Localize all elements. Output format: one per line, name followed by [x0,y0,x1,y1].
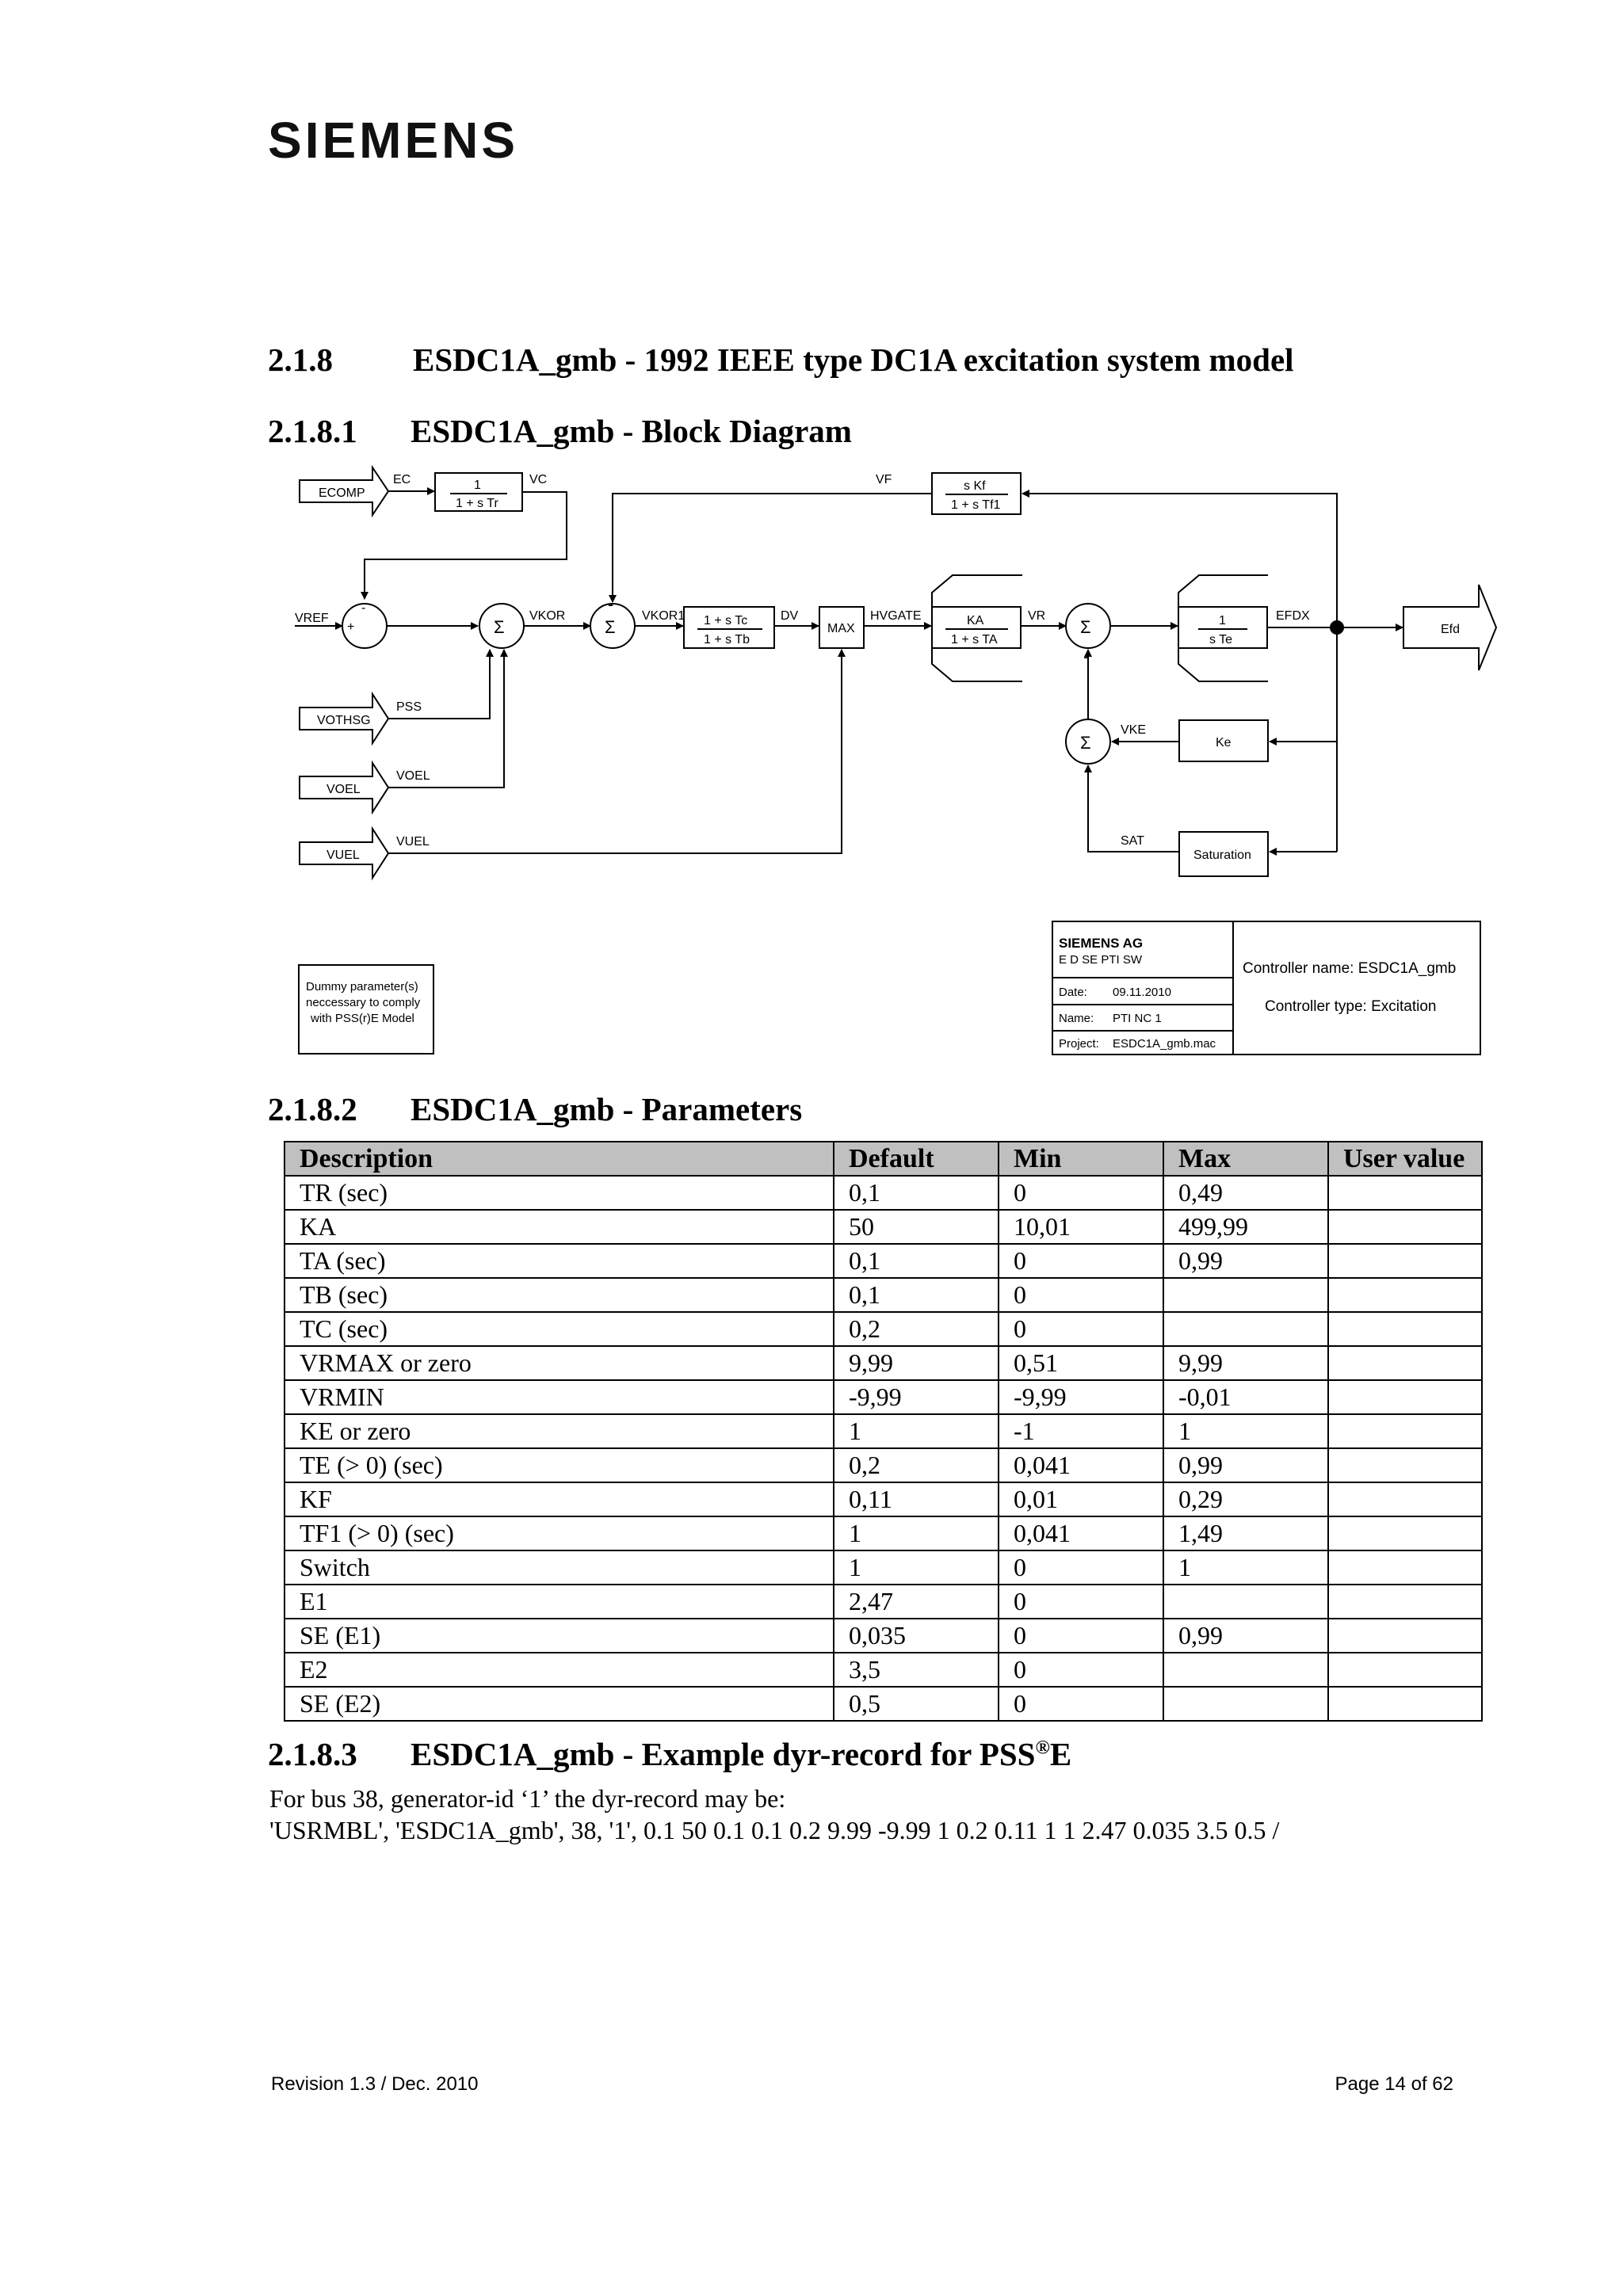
table-cell [1328,1346,1482,1380]
table-row [285,1244,1482,1278]
svg-text:1: 1 [474,479,481,492]
ec-signal-label: EC [393,473,411,486]
table-cell: 0,11 [834,1482,999,1516]
table-cell: 0,01 [999,1482,1163,1516]
svg-text:-: - [1083,646,1090,666]
table-cell: 2,47 [834,1585,999,1619]
svg-text:Efd: Efd [1441,623,1461,636]
table-cell [1163,1585,1328,1619]
table-cell: 0,5 [834,1687,999,1721]
table-cell: 1,49 [1163,1516,1328,1550]
table-cell: 0,2 [834,1448,999,1482]
revision-footer: Revision 1.3 / Dec. 2010 [271,2073,479,2095]
table-cell: 9,99 [834,1346,999,1380]
vke-signal-label: VKE [1121,723,1147,737]
table-cell: -9,99 [999,1380,1163,1414]
table-cell: 0,29 [1163,1482,1328,1516]
vkor1-signal-label: VKOR1 [642,609,685,623]
section-heading-2-1-8-3: 2.1.8.3 ESDC1A_gmb - Example dyr-record for PSS®E [268,1736,1072,1772]
table-row [285,1516,1482,1550]
svg-text:1 + s Tb: 1 + s Tb [704,633,750,646]
dv-signal-label: DV [781,609,799,623]
table-cell: 3,5 [834,1653,999,1687]
table-cell [1163,1312,1328,1346]
table-cell: -1 [999,1414,1163,1448]
table-cell: 0 [999,1278,1163,1312]
svg-text:Date:: Date: [1059,986,1087,999]
table-cell: 0 [999,1176,1163,1210]
svg-text:Σ: Σ [1080,733,1091,753]
vuel-signal-label: VUEL [396,835,430,849]
svg-text:1 + s Tr: 1 + s Tr [456,497,498,510]
table-cell: E1 [285,1585,834,1619]
table-row [285,1619,1482,1653]
table-cell: KE or zero [285,1414,834,1448]
vuel-label: VUEL [327,849,360,862]
table-cell: 0,51 [999,1346,1163,1380]
table-cell: VRMIN [285,1380,834,1414]
vref-label: VREF [295,612,329,625]
table-row [285,1176,1482,1210]
table-cell [1328,1244,1482,1278]
table-cell: 9,99 [1163,1346,1328,1380]
table-cell: 0,1 [834,1176,999,1210]
vr-signal-label: VR [1028,609,1046,623]
sat-signal-label: SAT [1121,834,1144,848]
table-cell: 0,49 [1163,1176,1328,1210]
table-cell: 1 [834,1516,999,1550]
table-cell: 0 [999,1619,1163,1653]
table-row [285,1653,1482,1687]
table-cell: KA [285,1210,834,1244]
svg-text:s Te: s Te [1209,633,1233,646]
table-cell: Switch [285,1550,834,1585]
svg-text:Controller type: Excitation: Controller type: Excitation [1265,998,1437,1015]
voel-label: VOEL [327,783,361,796]
table-cell: TR (sec) [285,1176,834,1210]
table-cell: 0 [999,1687,1163,1721]
svg-text:-: - [608,594,614,614]
table-cell [1328,1380,1482,1414]
table-cell: 0,99 [1163,1448,1328,1482]
table-cell: E2 [285,1653,834,1687]
table-row [285,1482,1482,1516]
svg-text:Project:: Project: [1059,1037,1099,1051]
table-cell: VRMAX or zero [285,1346,834,1380]
header-min: Min [999,1142,1163,1176]
vf-signal-label: VF [876,473,892,486]
svg-text:Saturation: Saturation [1193,849,1251,862]
table-cell [1328,1176,1482,1210]
svg-text:Dummy parameter(s): Dummy parameter(s) [306,980,418,994]
header-description: Description [285,1142,834,1176]
header-max: Max [1163,1142,1328,1176]
vothsg-label: VOTHSG [317,714,371,727]
svg-text:1 + s TA: 1 + s TA [951,633,998,646]
table-cell [1328,1687,1482,1721]
block-diagram [0,0,1623,1077]
svg-text:KA: KA [967,614,984,627]
table-row [285,1414,1482,1448]
table-cell [1328,1448,1482,1482]
table-cell [1163,1687,1328,1721]
table-cell [1163,1653,1328,1687]
table-row [285,1687,1482,1721]
page-number-footer: Page 14 of 62 [1335,2073,1453,2095]
svg-text:+: + [347,620,355,634]
example-dyr-record: 'USRMBL', 'ESDC1A_gmb', 38, '1', 0.1 50 0.1 0.1 0.2 9.99 -9.99 1 0.2 0.11 1 1 2.47 0.035 3.5 0.5 / [269,1816,1280,1844]
table-cell [1328,1482,1482,1516]
pss-signal-label: PSS [396,700,422,714]
table-cell: -0,01 [1163,1380,1328,1414]
table-row [285,1346,1482,1380]
table-cell: 1 [1163,1550,1328,1585]
svg-text:PTI NC 1: PTI NC 1 [1113,1012,1162,1025]
table-cell: 0 [999,1653,1163,1687]
table-cell [1328,1278,1482,1312]
svg-text:with PSS(r)E Model: with PSS(r)E Model [311,1012,414,1025]
efdx-signal-label: EFDX [1276,609,1310,623]
table-cell: 0,041 [999,1448,1163,1482]
table-cell: 0,99 [1163,1244,1328,1278]
svg-text:-: - [361,601,366,615]
svg-text:09.11.2010: 09.11.2010 [1113,986,1171,999]
ecomp-label: ECOMP [319,486,365,500]
table-cell: 0 [999,1244,1163,1278]
table-cell: 0,1 [834,1244,999,1278]
table-cell: 1 [834,1550,999,1585]
table-cell: SE (E2) [285,1687,834,1721]
table-cell: 10,01 [999,1210,1163,1244]
vc-signal-label: VC [529,473,548,486]
parameters-table [284,1141,1483,1722]
table-header-row [285,1142,1482,1176]
svg-text:1: 1 [1219,614,1226,627]
table-cell: TB (sec) [285,1278,834,1312]
table-cell: 499,99 [1163,1210,1328,1244]
table-cell: 0,2 [834,1312,999,1346]
svg-text:ESDC1A_gmb.mac: ESDC1A_gmb.mac [1113,1037,1216,1051]
svg-text:Σ: Σ [494,617,505,637]
header-user-value: User value [1328,1142,1482,1176]
table-row [285,1312,1482,1346]
table-cell [1328,1653,1482,1687]
table-cell: 1 [834,1414,999,1448]
vkor-signal-label: VKOR [529,609,566,623]
svg-text:1 + s Tf1: 1 + s Tf1 [951,498,1001,512]
table-cell [1328,1414,1482,1448]
table-cell: TE (> 0) (sec) [285,1448,834,1482]
table-cell: -9,99 [834,1380,999,1414]
table-cell [1328,1312,1482,1346]
section-heading-2-1-8-1: 2.1.8.1 ESDC1A_gmb - Block Diagram [268,413,852,449]
table-cell: 0,035 [834,1619,999,1653]
table-cell: KF [285,1482,834,1516]
table-cell: TF1 (> 0) (sec) [285,1516,834,1550]
table-cell: 0 [999,1550,1163,1585]
svg-text:s Kf: s Kf [964,479,986,493]
table-cell [1328,1585,1482,1619]
table-cell: TC (sec) [285,1312,834,1346]
table-cell: 0,1 [834,1278,999,1312]
table-cell: SE (E1) [285,1619,834,1653]
section-heading-2-1-8-2: 2.1.8.2 ESDC1A_gmb - Parameters [268,1091,803,1127]
table-cell: 0 [999,1312,1163,1346]
table-cell: 0 [999,1585,1163,1619]
dummy-parameter-note [299,965,433,1054]
svg-text:Controller name: ESDC1A_gmb: Controller name: ESDC1A_gmb [1243,960,1457,977]
table-cell [1328,1619,1482,1653]
table-row [285,1585,1482,1619]
voel-signal-label: VOEL [396,769,430,783]
table-cell: 1 [1163,1414,1328,1448]
table-row [285,1448,1482,1482]
section-heading-2-1-8: 2.1.8 ESDC1A_gmb - 1992 IEEE type DC1A excitation system model [268,341,1294,378]
svg-text:E D SE PTI SW: E D SE PTI SW [1059,953,1143,967]
svg-text:Name:: Name: [1059,1012,1094,1025]
table-cell [1328,1550,1482,1585]
example-intro-text: For bus 38, generator-id ‘1’ the dyr-record may be: [269,1784,786,1813]
table-cell: 0,041 [999,1516,1163,1550]
table-cell [1163,1278,1328,1312]
table-cell [1328,1516,1482,1550]
svg-text:MAX: MAX [827,622,855,635]
table-row [285,1278,1482,1312]
hvgate-signal-label: HVGATE [870,609,922,623]
svg-text:SIEMENS AG: SIEMENS AG [1059,936,1144,951]
table-cell: TA (sec) [285,1244,834,1278]
table-cell [1328,1210,1482,1244]
svg-text:neccessary to comply: neccessary to comply [306,996,421,1009]
table-row [285,1380,1482,1414]
svg-text:1 + s Tc: 1 + s Tc [704,614,748,627]
table-row [285,1550,1482,1585]
table-cell: 50 [834,1210,999,1244]
svg-text:Σ: Σ [1080,617,1091,637]
svg-text:Ke: Ke [1216,736,1232,749]
header-default: Default [834,1142,999,1176]
siemens-logo: SIEMENS [268,112,519,169]
table-row [285,1210,1482,1244]
table-cell: 0,99 [1163,1619,1328,1653]
svg-text:Σ: Σ [605,617,616,637]
